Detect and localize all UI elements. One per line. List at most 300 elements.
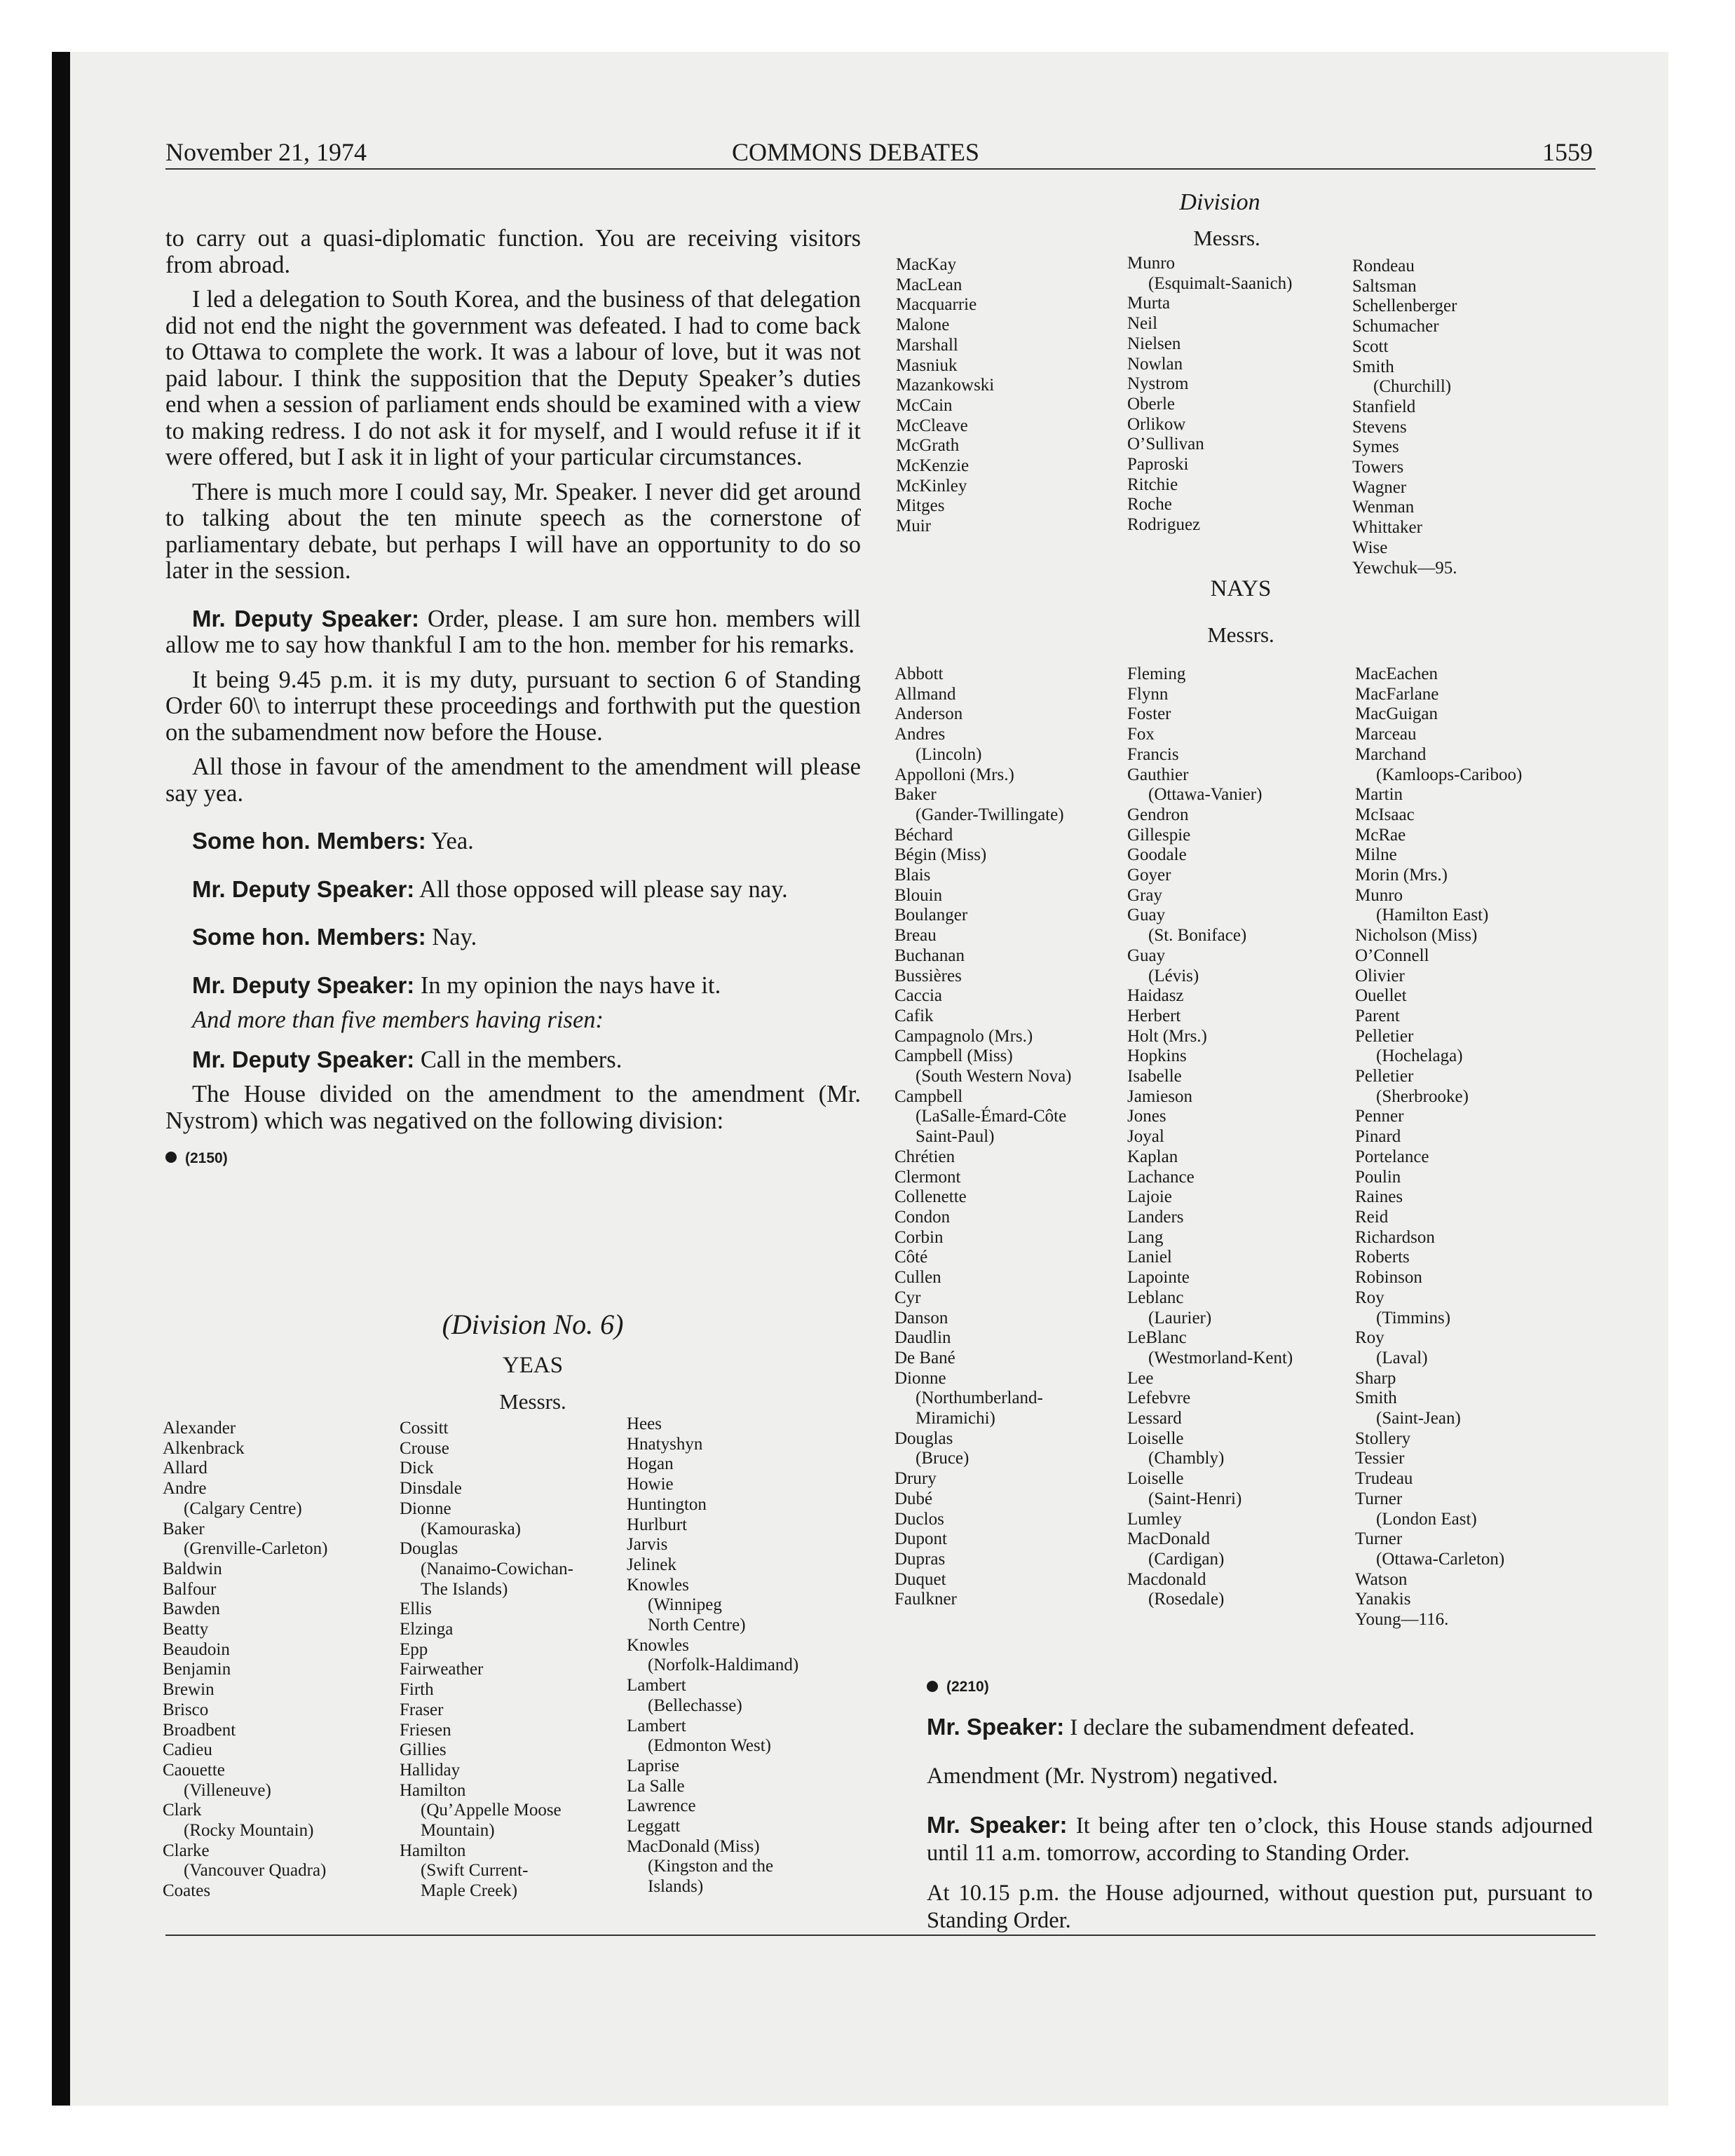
member-name: Baldwin <box>163 1559 222 1578</box>
paragraph: The House divided on the amendment to the amendment (Mr. Nystrom) which was negatived on the following division: <box>165 1081 861 1134</box>
member-name: Allmand <box>894 684 956 704</box>
member-name: Hamilton <box>400 1780 466 1800</box>
member-name: Andres <box>894 725 946 744</box>
member-name: Sharp <box>1355 1368 1396 1388</box>
member-name: Halliday <box>400 1760 461 1780</box>
member-name: MacDonald <box>1127 1529 1211 1549</box>
member-name: Nicholson (Miss) <box>1355 926 1478 946</box>
messrs-label: Messrs. <box>1207 622 1274 647</box>
member-name: (Laurier) <box>1148 1308 1212 1328</box>
member-name: Saltsman <box>1352 276 1417 296</box>
member-name: (Gander-Twillingate) <box>916 805 1064 824</box>
member-name: Alexander <box>163 1419 236 1438</box>
member-name: Lachance <box>1127 1167 1195 1187</box>
speech-text: Nay. <box>432 924 477 950</box>
member-name: Smith <box>1355 1389 1397 1408</box>
member-name: Bussières <box>894 966 962 985</box>
member-name: Caouette <box>163 1760 225 1780</box>
member-name: Allard <box>163 1459 207 1478</box>
footer-rule <box>165 1935 1595 1936</box>
member-name: MacGuigan <box>1355 704 1438 724</box>
member-name: Lefebvre <box>1127 1389 1191 1408</box>
member-name: MacFarlane <box>1355 684 1439 704</box>
member-name: Maple Creek) <box>421 1881 518 1901</box>
member-name: Gray <box>1127 885 1162 905</box>
division-continued-heading: Division <box>1179 189 1260 215</box>
paragraph: It being 9.45 p.m. it is my duty, pursuant to section 6 of Standing Order 60\ to interrupt these proceedings and forthwith put the question on the subamendment now before the House. <box>165 666 861 746</box>
nays-heading: NAYS <box>1210 576 1272 601</box>
member-name: McRae <box>1355 825 1406 845</box>
paragraph: I led a delegation to South Korea, and the business of that delegation did not end the night the government was defeated. I had to come back to Ottawa to complete the work. It was a labour of love, but it was not paid labour. I think the supposition that the Deputy Speaker’s duties end when a session of parliament ends should be examined with a view to making redress. I do not ask it for myself, and I would refuse it if it were offered, but I ask it in light of your particular circumstances. <box>165 286 861 470</box>
member-name: Clarke <box>163 1841 210 1860</box>
member-name: Huntington <box>627 1494 707 1514</box>
member-name: (Ottawa-Vanier) <box>1148 785 1263 805</box>
member-name: Guay <box>1127 906 1166 925</box>
paragraph: There is much more I could say, Mr. Speaker. I never did get around to talking about the ten minute speech as the cornerstone of parliamentary debate, but perhaps I will have an opportunity to do so later in the session. <box>165 478 861 584</box>
member-name: McIsaac <box>1355 805 1415 824</box>
member-name: Raines <box>1355 1187 1403 1207</box>
member-name: Lumley <box>1127 1509 1182 1529</box>
member-name: Dick <box>400 1459 434 1478</box>
member-name: Jarvis <box>627 1535 668 1555</box>
time-marker: (2150) <box>165 1142 861 1172</box>
member-name: (Timmins) <box>1376 1308 1451 1328</box>
speech-text: Call in the members. <box>420 1046 622 1073</box>
member-name: Mazankowski <box>896 376 995 395</box>
member-name: Orlikow <box>1127 414 1186 434</box>
member-name: Islands) <box>648 1877 704 1897</box>
member-name: Reid <box>1355 1207 1389 1227</box>
member-name: Fleming <box>1127 664 1186 683</box>
member-name: Côté <box>894 1248 928 1267</box>
member-name: Malone <box>896 315 950 335</box>
member-name: (Churchill) <box>1373 377 1452 397</box>
member-name: McCleave <box>896 416 968 435</box>
member-name: Smith <box>1352 357 1394 376</box>
member-name: MacKay <box>896 255 957 274</box>
member-name: Parent <box>1355 1006 1400 1025</box>
member-name: Ellis <box>400 1599 432 1619</box>
member-name: Brewin <box>163 1680 215 1700</box>
member-name: North Centre) <box>648 1616 746 1635</box>
member-name: Marceau <box>1355 725 1417 744</box>
member-name: Towers <box>1352 458 1404 477</box>
member-name: Cossitt <box>400 1419 449 1438</box>
member-name: Gillies <box>400 1740 447 1760</box>
member-name: (Bellechasse) <box>648 1696 742 1715</box>
speech-text: I declare the subamendment defeated. <box>1070 1715 1415 1740</box>
member-name: (Qu’Appelle Moose <box>421 1801 562 1820</box>
member-name: Flynn <box>1127 684 1169 704</box>
member-name: Dionne <box>894 1368 946 1388</box>
speech <box>165 972 861 999</box>
member-name: Lapointe <box>1127 1268 1190 1288</box>
member-name: Roy <box>1355 1328 1384 1348</box>
speech-text: Yea. <box>431 828 474 854</box>
header-rule <box>165 168 1595 170</box>
member-name: Scott <box>1352 336 1389 356</box>
member-name: Laniel <box>1127 1248 1172 1267</box>
member-name: Dionne <box>400 1499 451 1518</box>
bullet-icon <box>927 1681 938 1692</box>
speaker-label: Mr. Deputy Speaker: <box>192 971 415 998</box>
member-name: Friesen <box>400 1720 451 1740</box>
member-name: Clark <box>163 1801 202 1820</box>
speaker-label: Mr. Deputy Speaker: <box>192 875 415 902</box>
member-name: Firth <box>400 1680 434 1700</box>
member-name: Landers <box>1127 1207 1184 1227</box>
member-name: Hnatyshyn <box>627 1434 703 1454</box>
member-name: Duclos <box>894 1509 944 1529</box>
member-name: Bawden <box>163 1599 220 1619</box>
member-name: Whittaker <box>1352 518 1422 538</box>
page-number: 1559 <box>1542 138 1593 166</box>
member-name: Schumacher <box>1352 317 1439 336</box>
member-name: Tessier <box>1355 1449 1405 1468</box>
member-name: Herbert <box>1127 1006 1181 1025</box>
member-name: Lambert <box>627 1676 686 1696</box>
paragraph: to carry out a quasi-diplomatic function. You are receiving visitors from abroad. <box>165 225 861 278</box>
member-name: Loiselle <box>1127 1469 1184 1489</box>
member-name: Fairweather <box>400 1660 484 1679</box>
member-name: McKenzie <box>896 456 969 476</box>
yeas-column-2 <box>400 1419 573 1902</box>
member-name: (London East) <box>1376 1509 1477 1529</box>
bullet-icon <box>165 1152 177 1163</box>
member-name: Howie <box>627 1475 674 1494</box>
member-name: Marchand <box>1355 744 1427 764</box>
member-name: Fox <box>1127 725 1155 744</box>
member-name: La Salle <box>627 1776 685 1796</box>
member-name: Macquarrie <box>896 295 977 315</box>
member-name: (Vancouver Quadra) <box>184 1861 327 1881</box>
header-title: COMMONS DEBATES <box>732 138 980 166</box>
header-date: November 21, 1974 <box>165 138 367 166</box>
member-name: Watson <box>1355 1569 1408 1589</box>
member-name: (Grenville-Carleton) <box>184 1539 328 1559</box>
member-name: Douglas <box>894 1428 953 1448</box>
member-name: Neil <box>1127 314 1158 334</box>
messrs-label: Messrs. <box>1193 226 1260 250</box>
speech-text: In my opinion the nays have it. <box>420 971 721 999</box>
member-name: Wise <box>1352 538 1388 557</box>
member-name: Baker <box>163 1519 205 1538</box>
member-name: Douglas <box>400 1539 458 1559</box>
member-name: Leblanc <box>1127 1288 1184 1307</box>
member-name: (Villeneuve) <box>184 1780 271 1800</box>
member-name: (Chambly) <box>1148 1449 1225 1468</box>
member-name: Turner <box>1355 1489 1403 1508</box>
member-name: O’Connell <box>1355 946 1429 965</box>
member-name: Rodriguez <box>1127 515 1201 535</box>
paragraph: All those in favour of the amendment to the amendment will please say yea. <box>165 753 861 807</box>
member-name: Dupras <box>894 1549 946 1569</box>
member-name: Epp <box>400 1639 428 1659</box>
member-name: (Saint-Jean) <box>1376 1409 1461 1428</box>
speech <box>165 876 861 903</box>
member-name: (Westmorland-Kent) <box>1148 1348 1293 1367</box>
member-name: Macdonald <box>1127 1569 1206 1589</box>
member-name: Blais <box>894 866 931 885</box>
member-name: Oberle <box>1127 394 1176 414</box>
member-name: Pelletier <box>1355 1067 1414 1086</box>
member-name: Blouin <box>894 885 943 905</box>
speech <box>927 1713 1593 1742</box>
member-name: Nowlan <box>1127 354 1183 374</box>
left-column-text <box>165 226 861 1180</box>
speech <box>165 924 861 951</box>
member-name: (Kingston and the <box>648 1857 774 1876</box>
member-name: Robinson <box>1355 1268 1422 1288</box>
speech-text: It being after ten o’clock, this House stands adjourned until 11 a.m. tomorrow, according to Standing Order. <box>927 1813 1593 1866</box>
member-name: Lambert <box>627 1716 686 1735</box>
paragraph: At 10.15 p.m. the House adjourned, without question put, pursuant to Standing Order. <box>927 1881 1593 1933</box>
member-name: Kaplan <box>1127 1147 1178 1166</box>
member-name: (Kamloops-Cariboo) <box>1376 765 1523 784</box>
member-name: Elzinga <box>400 1620 454 1639</box>
speech-text: Order, please. I am sure hon. members will allow me to say how thankful I am to the hon. member for his remarks. <box>165 605 861 658</box>
yeas-continued-column-2 <box>1127 254 1293 535</box>
member-name: (Hamilton East) <box>1376 906 1489 925</box>
member-name: De Bané <box>894 1348 955 1367</box>
paragraph: Amendment (Mr. Nystrom) negatived. <box>927 1763 1278 1789</box>
member-name: Holt (Mrs.) <box>1127 1026 1207 1046</box>
member-name: (St. Boniface) <box>1148 926 1247 946</box>
member-name: Daudlin <box>894 1328 951 1348</box>
member-name: (Sherbrooke) <box>1376 1086 1469 1106</box>
speaker-label: Some hon. Members: <box>192 924 426 950</box>
nays-column-3 <box>1355 664 1522 1630</box>
member-name: Ritchie <box>1127 475 1178 494</box>
member-name: Fraser <box>400 1700 444 1719</box>
member-name: Wenman <box>1352 498 1415 517</box>
member-name: Pelletier <box>1355 1026 1414 1046</box>
member-name: (Lincoln) <box>916 744 982 764</box>
speech-text: All those opposed will please say nay. <box>419 875 788 903</box>
member-name: Dupont <box>894 1529 947 1549</box>
member-name: (Hochelaga) <box>1376 1046 1463 1066</box>
speaker-label: Mr. Deputy Speaker: <box>192 605 419 632</box>
member-name: Clermont <box>894 1167 961 1187</box>
member-name: Masniuk <box>896 355 958 375</box>
member-name: Anderson <box>894 704 963 724</box>
member-name: Crouse <box>400 1438 449 1458</box>
speech <box>927 1811 1593 1867</box>
member-name: Joyal <box>1127 1127 1164 1147</box>
member-name: Duquet <box>894 1569 946 1589</box>
member-name: Hogan <box>627 1454 674 1474</box>
member-name: Gauthier <box>1127 765 1189 784</box>
member-name: Pinard <box>1355 1127 1401 1147</box>
member-name: (Calgary Centre) <box>184 1499 302 1518</box>
member-name: Nielsen <box>1127 334 1181 353</box>
yeas-continued-column-3 <box>1352 257 1457 578</box>
member-name: (Norfolk-Haldimand) <box>648 1656 799 1675</box>
member-name: Guay <box>1127 946 1166 965</box>
member-name: Goodale <box>1127 845 1187 865</box>
member-name: Goyer <box>1127 866 1171 885</box>
member-name: McCain <box>896 395 953 415</box>
member-name: (Winnipeg <box>648 1595 722 1615</box>
member-name: Beatty <box>163 1620 209 1639</box>
member-name: Dinsdale <box>400 1479 462 1499</box>
member-name: Munro <box>1355 885 1403 905</box>
member-name: Buchanan <box>894 946 965 965</box>
member-name: Stevens <box>1352 417 1407 437</box>
speaker-label: Mr. Deputy Speaker: <box>192 1046 415 1072</box>
member-name: (Bruce) <box>916 1449 969 1468</box>
member-name: Portelance <box>1355 1147 1429 1166</box>
member-name: (Lévis) <box>1148 966 1199 985</box>
member-name: Boulanger <box>894 906 968 925</box>
member-name: Cafik <box>894 1006 934 1025</box>
binding-edge <box>52 52 70 2106</box>
member-name: McGrath <box>896 436 960 456</box>
member-name: Rondeau <box>1352 257 1415 275</box>
member-name: Benjamin <box>163 1660 231 1679</box>
messrs-label: Messrs. <box>499 1389 566 1414</box>
member-name: (Ottawa-Carleton) <box>1376 1549 1505 1569</box>
member-name: Yanakis <box>1355 1590 1411 1609</box>
speaker-label: Some hon. Members: <box>192 828 426 854</box>
nays-column-1 <box>894 664 1072 1610</box>
member-name: Hopkins <box>1127 1046 1187 1066</box>
member-name: Hees <box>627 1414 662 1433</box>
member-name: Caccia <box>894 986 943 1006</box>
member-name: Alkenbrack <box>163 1438 245 1458</box>
member-name: Chrétien <box>894 1147 955 1166</box>
member-name: (Esquimalt-Saanich) <box>1148 273 1293 293</box>
member-name: Nystrom <box>1127 374 1189 394</box>
member-name: Coates <box>163 1881 211 1901</box>
member-name: Richardson <box>1355 1227 1435 1247</box>
member-name: (Laval) <box>1376 1348 1428 1367</box>
member-name: (Northumberland- <box>916 1389 1043 1408</box>
member-name: Haidasz <box>1127 986 1184 1006</box>
member-name: Béchard <box>894 825 953 845</box>
member-name: Faulkner <box>894 1590 957 1609</box>
member-name: (South Western Nova) <box>916 1067 1072 1086</box>
member-name: Young—116. <box>1355 1610 1449 1630</box>
speaker-label: Mr. Speaker: <box>927 1714 1065 1740</box>
member-name: Olivier <box>1355 966 1405 985</box>
yeas-continued-column-1 <box>896 255 994 537</box>
member-name: Drury <box>894 1469 937 1489</box>
member-name: Schellenberger <box>1352 296 1457 316</box>
stage-direction: And more than five members having risen: <box>192 1007 604 1033</box>
member-name: (Cardigan) <box>1148 1549 1225 1569</box>
speaker-label: Mr. Speaker: <box>927 1812 1068 1838</box>
member-name: MacLean <box>896 275 962 294</box>
member-name: Cadieu <box>163 1740 212 1760</box>
member-name: (LaSalle-Émard-Côte <box>916 1107 1067 1126</box>
member-name: Trudeau <box>1355 1469 1413 1489</box>
member-name: Breau <box>894 926 937 946</box>
right-column-text <box>927 1671 1593 1947</box>
member-name: Dubé <box>894 1489 933 1508</box>
speech <box>165 828 861 855</box>
member-name: Murta <box>1127 294 1171 313</box>
member-name: (Rosedale) <box>1148 1590 1225 1609</box>
member-name: Appolloni (Mrs.) <box>894 765 1014 784</box>
member-name: Knowles <box>627 1635 689 1655</box>
member-name: Lawrence <box>627 1796 696 1816</box>
member-name: Bégin (Miss) <box>894 845 987 865</box>
member-name: Yewchuk—95. <box>1352 558 1457 578</box>
member-name: Andre <box>163 1479 207 1499</box>
member-name: Stollery <box>1355 1428 1411 1448</box>
member-name: Hamilton <box>400 1841 466 1860</box>
member-name: (Edmonton West) <box>648 1736 771 1756</box>
member-name: Corbin <box>894 1227 944 1247</box>
member-name: Mountain) <box>421 1821 495 1841</box>
member-name: Muir <box>896 517 931 536</box>
member-name: Poulin <box>1355 1167 1401 1187</box>
member-name: Jelinek <box>627 1555 676 1574</box>
member-name: Brisco <box>163 1700 209 1719</box>
member-name: Wagner <box>1352 477 1407 497</box>
member-name: Martin <box>1355 785 1403 805</box>
speech <box>165 606 861 659</box>
yeas-column-1 <box>163 1419 327 1902</box>
member-name: Mitges <box>896 496 945 516</box>
member-name: (Saint-Henri) <box>1148 1489 1242 1508</box>
member-name: Broadbent <box>163 1720 236 1740</box>
member-name: Balfour <box>163 1579 217 1599</box>
speech <box>165 1046 861 1074</box>
member-name: Cyr <box>894 1288 921 1307</box>
member-name: O’Sullivan <box>1127 435 1204 454</box>
member-name: Lajoie <box>1127 1187 1172 1207</box>
member-name: Gendron <box>1127 805 1189 824</box>
member-name: Campbell (Miss) <box>894 1046 1013 1066</box>
member-name: McKinley <box>896 476 967 496</box>
member-name: Lee <box>1127 1368 1154 1388</box>
member-name: Beaudoin <box>163 1639 230 1659</box>
member-name: Munro <box>1127 254 1176 273</box>
member-name: Lang <box>1127 1227 1164 1247</box>
member-name: Saint-Paul) <box>916 1127 995 1147</box>
member-name: Francis <box>1127 744 1179 764</box>
member-name: Abbott <box>894 664 944 683</box>
member-name: (Kamouraska) <box>421 1519 521 1538</box>
member-name: Symes <box>1352 437 1399 457</box>
member-name: Milne <box>1355 845 1397 865</box>
time-marker: (2210) <box>927 1671 1593 1700</box>
nays-column-2 <box>1127 664 1293 1610</box>
member-name: Foster <box>1127 704 1171 724</box>
member-name: LeBlanc <box>1127 1328 1187 1348</box>
member-name: Jones <box>1127 1107 1166 1126</box>
member-name: (Nanaimo-Cowichan- <box>421 1559 573 1578</box>
member-name: Ouellet <box>1355 986 1407 1006</box>
member-name: Cullen <box>894 1268 941 1288</box>
member-name: The Islands) <box>421 1579 508 1599</box>
member-name: Isabelle <box>1127 1067 1182 1086</box>
member-name: Condon <box>894 1207 951 1227</box>
member-name: Roy <box>1355 1288 1384 1307</box>
member-name: (Swift Current- <box>421 1861 529 1881</box>
member-name: Marshall <box>896 335 958 355</box>
member-name: Penner <box>1355 1107 1404 1126</box>
member-name: MacDonald (Miss) <box>627 1836 760 1856</box>
member-name: Paproski <box>1127 455 1189 475</box>
member-name: Hurlburt <box>627 1515 688 1534</box>
member-name: Morin (Mrs.) <box>1355 866 1448 885</box>
member-name: Baker <box>894 785 937 805</box>
member-name: Miramichi) <box>916 1409 995 1428</box>
member-name: Turner <box>1355 1529 1403 1549</box>
